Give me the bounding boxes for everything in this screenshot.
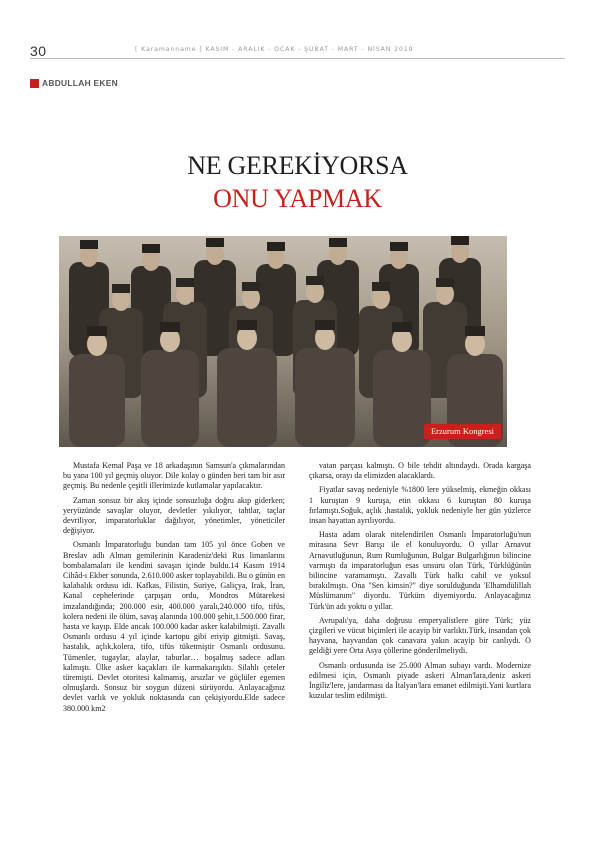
author-block [30, 78, 118, 88]
photo-caption: Erzurum Kongresi [424, 424, 501, 439]
body-column-left [63, 461, 285, 718]
paragraph: Osmanlı İmparatorluğu bundan tam 105 yıl önce Goben ve Breslav adlı Alman gemilerinin Karadeniz'deki Rus limanlarını bombalamaları ile kendini savaşın içinde buldu.14 Kasım 1914 Cihâd-ı Ekber sonunda, 2.610.000 asker toplayabildi. Bu o günün en kalabalık ordusu idi. Kafkas, Filistin, Suriye, Galiçya, Irak, İran, Kanal cephelerinde çarpışan ordu, Mondros Mütarekesi imzalandığında; 200.000 esir, 400.000 yaralı,240.000 tifo, tifüs, kolera nedeni ile ölüm, savaş alanında 100.000 şehit,1.500.000 firar, hasta ve kayıp. Elde ancak 100.000 kadar asker kalabilmişti. Zavallı Osmanlı ordusu 4 yıl içinde kartopu gibi eriyip gitmişti. Savaş, hastalık, açlık,kolera, tifo, tifüs tüketmiştir Osmanlı ordusunu. Tümenler, tugaylar, alaylar, taburlar… boşalmış sadece adları kalmıştı. Ülke asker kaçakları ile karmakarışıktı. Silahlı çeteler türemişti. Devlet otoritesi kalmamış, arsızlar ve güçlüler egemen olmuşlardı. Sonsuz bir soygun düzeni sürüyordu. Anlayacağınız devlet varlık ve yokluk noktasında can çekişiyordu.Elde sadece 380.000 km2 [63, 540, 285, 713]
body-column-right [309, 461, 531, 705]
paragraph: Fiyatlar savaş nedeniyle %1800 lere yükselmiş, ekmeğin okkası 1 kuruştan 9 kuruşa, etin okkası 6 kuruştan 80 kuruşa fırlamıştı.Soğuk, açlık ,hastalık, yokluk nedeniyle her gün yüzlerce insan hayattan ayrılıyordu. [309, 485, 531, 526]
article-title-line1: NE GEREKİYORSA [187, 151, 408, 180]
page-number: 30 [30, 43, 47, 59]
article-title-line2: ONU YAPMAK [213, 184, 382, 213]
paragraph: Hasta adam olarak nitelendirilen Osmanlı İmparatorluğu'nun mirasına Sevr Barışı ile el konuluyordu. O yıllar Arnavut Arnavutluğunun, Rum Rumluğunun, Bulgar Bulgarlığının bilincine varmıştı da imparatorluğun esas unsuru olan Türk, Türklüğünün bilincine varamamıştı. Zavallı Türk halkı cahil ve yoksul bırakılmıştı. Ona "Sen kimsin?" diye sorulduğunda 'Elhamdülillah Müslümanım" diyordu. Türküm diyemiyordu. Anlayacağınız Türk'ün adı yoktu o yıllar. [309, 530, 531, 611]
group-portrait-illustration [59, 236, 507, 447]
historical-photo [59, 236, 507, 447]
paragraph: Mustafa Kemal Paşa ve 18 arkadaşının Samsun'a çıkmalarından bu yana 100 yıl geçmiş oluyor. Dile kolay o günden beri tam bir asır geçmiş. Bu nedenle çeşitli illerimizde kutlamalar yapılacaktır. [63, 461, 285, 491]
header-rule [30, 58, 565, 59]
author-marker [30, 79, 39, 88]
paragraph: Zaman sonsuz bir akış içinde sonsuzluğa doğru akıp giderken; yeryüzünde savaşlar oluyor, devletler yıkılıyor, tahtlar, taçlar devriliyor, imparatorluklar dağılıyor, yönetimler, yöneticiler değişiyor. [63, 495, 285, 536]
author-name: ABDULLAH EKEN [42, 78, 119, 88]
paragraph: Osmanlı ordusunda ise 25.000 Alman subayı vardı. Modernize edilmesi için, Osmanlı piyade askeri Alman'lara,deniz askeri İngiliz'lere, jandarması da İtalyan'lara emanet edilmişti.Yani kurtlara kuzular teslim edilmişti. [309, 660, 531, 701]
paragraph: Avrupalı'ya, daha doğrusu emperyalistlere göre Türk; yüz çizgileri ve vücut biçimleri ile acayip bir varlıktı.Türk, insandan çok hayvana, hayvandan çok canavara yakın acayip bir canlıydı. O geldiği yere Orta Asya çöllerine gönderilmeliydi. [309, 615, 531, 656]
running-header: [ Karamanname ] KASIM - ARALIK - OCAK - ŞUBAT - MART - NİSAN 2019 [135, 46, 414, 53]
paragraph: vatan parçası kalmıştı. O bile tehdit altındaydı. Orada kargaşa çıkarsa, orayı da elimizden alacaklardı. [309, 461, 531, 481]
